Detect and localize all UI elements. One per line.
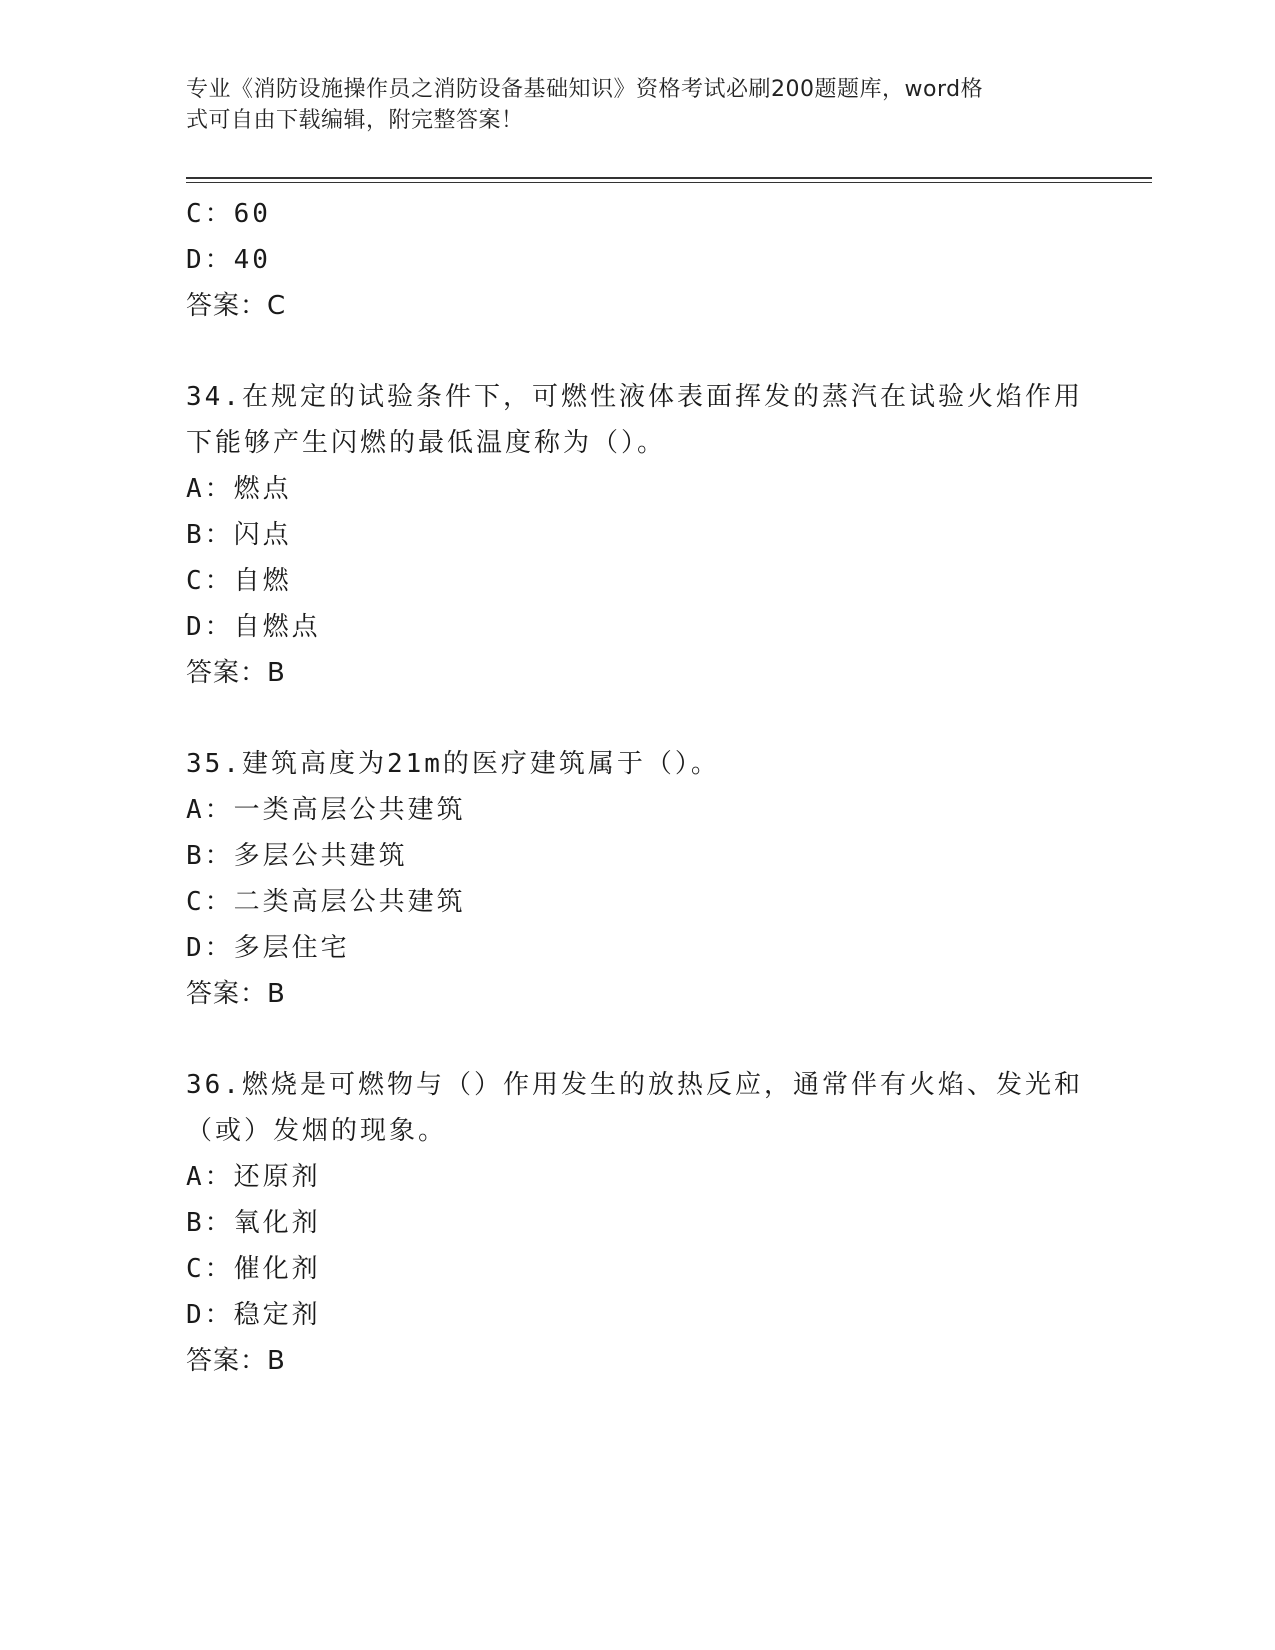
option-a: A：还原剂	[186, 1162, 321, 1192]
answer: 答案：C	[186, 291, 287, 321]
question-list	[186, 191, 1086, 1384]
option-d: D：稳定剂	[186, 1300, 321, 1330]
option-c: C：60	[186, 199, 271, 229]
header-divider	[186, 177, 1152, 183]
answer: 答案：B	[186, 979, 286, 1009]
option-a: A：一类高层公共建筑	[186, 795, 466, 825]
option-c: C：二类高层公共建筑	[186, 887, 466, 917]
question-stem-line-1: 34.在规定的试验条件下，可燃性液体表面挥发的蒸汽在试验火焰作用	[186, 382, 1083, 412]
option-b: B：闪点	[186, 520, 292, 550]
option-d: D：40	[186, 245, 271, 275]
option-b: B：多层公共建筑	[186, 841, 408, 871]
option-c: C：自燃	[186, 566, 292, 596]
question-35	[186, 741, 1086, 1017]
header-line-2: 式可自由下载编辑，附完整答案！	[186, 108, 524, 133]
option-a: A：燃点	[186, 474, 292, 504]
question-stem-line-1: 35.建筑高度为21m的医疗建筑属于（）。	[186, 749, 720, 779]
question-stem-line-2: 下能够产生闪燃的最低温度称为（）。	[186, 428, 667, 458]
question-stem-line-2: （或）发烟的现象。	[186, 1116, 448, 1146]
question-stem-line-1: 36.燃烧是可燃物与（）作用发生的放热反应，通常伴有火焰、发光和	[186, 1070, 1083, 1100]
option-b: B：氧化剂	[186, 1208, 321, 1238]
question-34	[186, 374, 1086, 696]
answer: 答案：B	[186, 658, 286, 688]
option-d: D：多层住宅	[186, 933, 350, 963]
option-d: D：自燃点	[186, 612, 321, 642]
answer: 答案：B	[186, 1346, 286, 1376]
question-33-tail	[186, 191, 1086, 329]
option-c: C：催化剂	[186, 1254, 321, 1284]
question-36	[186, 1062, 1086, 1384]
header-line-1: 专业《消防设施操作员之消防设备基础知识》资格考试必刷200题题库，word格	[186, 77, 984, 102]
page-header	[186, 74, 1066, 136]
